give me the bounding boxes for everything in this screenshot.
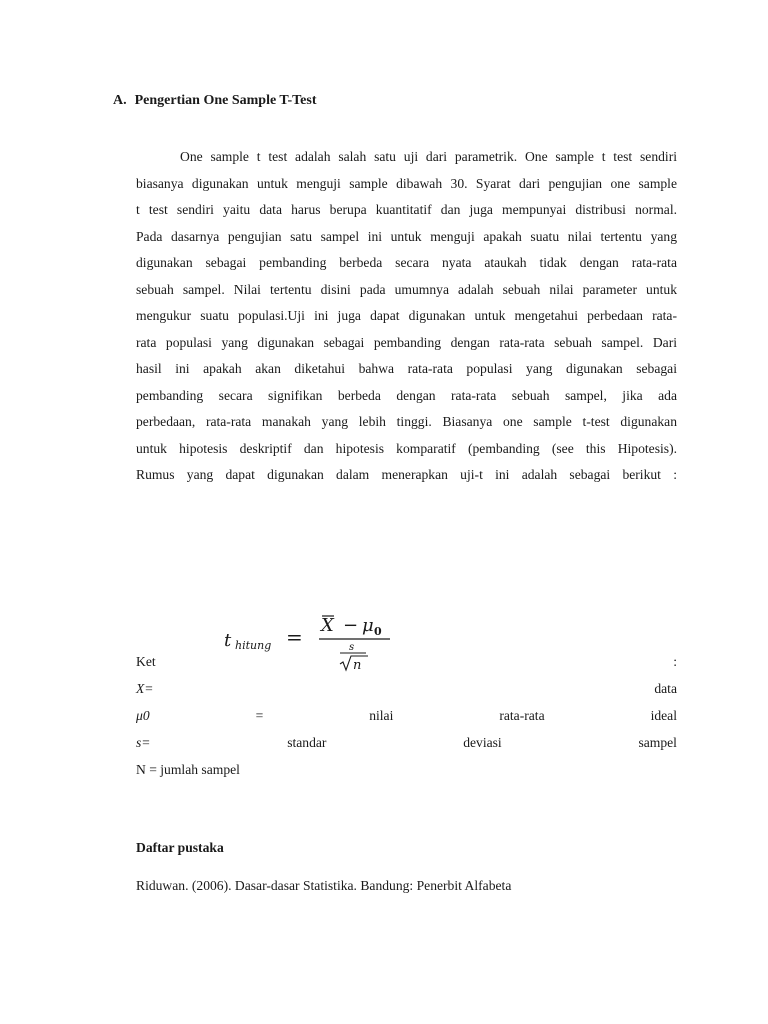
ket-colon: : bbox=[673, 654, 677, 669]
formula-mu: μ bbox=[362, 615, 374, 636]
ket-s-label: s= bbox=[136, 735, 151, 750]
body-paragraph bbox=[136, 144, 677, 489]
ket-mu-label: μ0 bbox=[136, 708, 150, 723]
paragraph-line: biasanya digunakan untuk menguji sample dibawah 30. Syarat dari pengujian one sample bbox=[136, 175, 677, 191]
formula-equals: = bbox=[286, 625, 303, 649]
ket-row-s bbox=[136, 733, 677, 753]
formula-n: n bbox=[353, 658, 362, 673]
ket-label: Ket bbox=[136, 654, 156, 669]
paragraph-line: untuk hipotesis deskriptif dan hipotesis komparatif (pembanding (see this Hipotesis). bbox=[136, 440, 677, 456]
paragraph-line: sebuah sampel. Nilai tertentu disini pada umumnya adalah sebuah nilai parameter untuk bbox=[136, 281, 677, 297]
ket-row-n bbox=[136, 760, 677, 780]
paragraph-line: pembanding secara signifikan berbeda dengan rata-rata sebuah sampel, jika ada bbox=[136, 387, 677, 403]
ket-n-desc: N = jumlah sampel bbox=[136, 762, 240, 777]
paragraph-line: perbedaan, rata-rata manakah yang lebih tinggi. Biasanya one sample t-test digunakan bbox=[136, 414, 677, 429]
paragraph-line: rata populasi yang digunakan sebagai pembanding dengan rata-rata sebuah sampel. Dari bbox=[136, 334, 677, 350]
formula-t-subscript: hitung bbox=[235, 639, 272, 652]
paragraph-line: One sample t test adalah salah satu uji dari parametrik. One sample t test sendiri bbox=[180, 149, 677, 164]
paragraph-line: Rumus yang dapat digunakan dalam menerapkan uji-t ini adalah sebagai berikut : bbox=[136, 467, 677, 482]
ket-x-label: X= bbox=[136, 681, 154, 696]
ket-mu-equals: = bbox=[255, 708, 264, 723]
ket-mu-word1: nilai bbox=[369, 708, 394, 723]
bibliography-title: Daftar pustaka bbox=[136, 840, 224, 855]
paragraph-line: Pada dasarnya pengujian satu sampel ini untuk menguji apakah suatu nilai tertentu yang bbox=[136, 228, 677, 244]
paragraph-line: mengukur suatu populasi.Uji ini juga dapat digunakan untuk mengetahui perbedaan rata- bbox=[136, 308, 677, 323]
ket-s-word2: deviasi bbox=[463, 735, 502, 750]
paragraph-line: t test sendiri yaitu data harus berupa kuantitatif dan juga mempunyai distribusi normal. bbox=[136, 202, 677, 217]
ket-x-desc: data bbox=[654, 681, 677, 696]
ket-mu-word3: ideal bbox=[650, 708, 677, 723]
section-marker: A. bbox=[113, 93, 127, 108]
section-title: Pengertian One Sample T-Test bbox=[134, 93, 317, 108]
ket-row-heading bbox=[136, 652, 677, 672]
ket-mu-word2: rata-rata bbox=[499, 708, 545, 723]
section-heading bbox=[113, 93, 317, 109]
paragraph-line: hasil ini apakah akan diketahui bahwa rata-rata populasi yang digunakan sebagai bbox=[136, 361, 677, 376]
ket-row-mu bbox=[136, 706, 677, 726]
formula-s: s bbox=[349, 642, 355, 653]
paragraph-line: digunakan sebagai pembanding berbeda secara nyata ataukah tidak dengan rata-rata bbox=[136, 255, 677, 270]
ket-s-word3: sampel bbox=[638, 735, 677, 750]
ket-row-x bbox=[136, 679, 677, 699]
bibliography-entry: Riduwan. (2006). Dasar-dasar Statistika. Bandung: Penerbit Alfabeta bbox=[136, 878, 512, 893]
formula-mu-subscript: 0 bbox=[374, 625, 382, 638]
formula-x: X bbox=[321, 615, 334, 636]
formula-t: t bbox=[224, 630, 232, 651]
formula-minus: − bbox=[343, 615, 359, 636]
ket-s-word1: standar bbox=[287, 735, 327, 750]
